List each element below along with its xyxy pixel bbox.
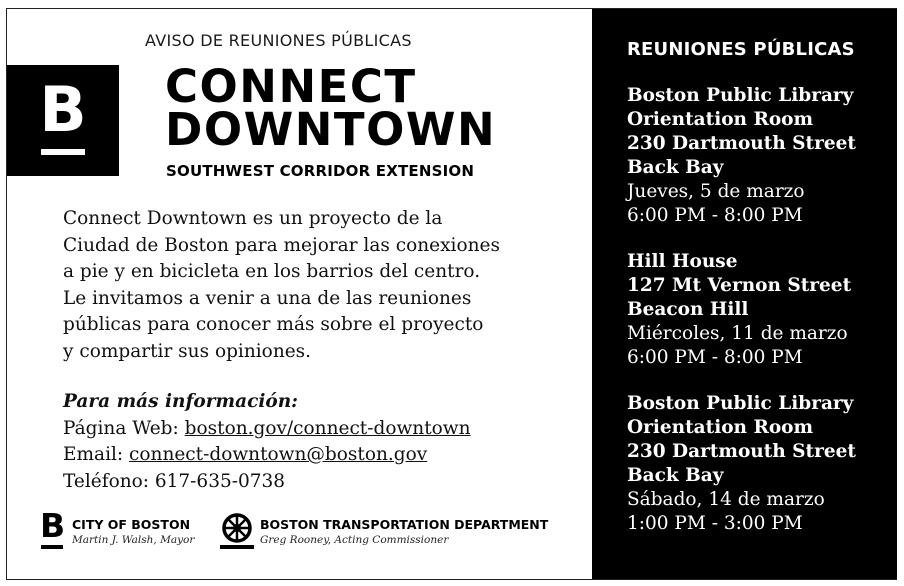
web-row [63, 416, 583, 443]
dept-name: BOSTON TRANSPORTATION DEPARTMENT [260, 517, 549, 532]
meeting-date: Jueves, 5 de marzo [627, 181, 805, 202]
meeting-time: 6:00 PM - 8:00 PM [627, 205, 803, 226]
contact-info [63, 389, 583, 495]
logo-underline [41, 149, 85, 155]
city-mayor: Martin J. Walsh, Mayor [72, 534, 195, 546]
wheel-icon [220, 512, 254, 550]
web-link[interactable]: boston.gov/connect-downtown [184, 417, 471, 439]
description [63, 206, 563, 365]
web-label: Página Web: [63, 417, 185, 439]
email-label: Email: [63, 444, 130, 465]
notice-heading: AVISO DE REUNIONES PÚBLICAS [145, 31, 412, 50]
subtitle: SOUTHWEST CORRIDOR EXTENSION [166, 162, 475, 180]
meeting-neighborhood: Beacon Hill [627, 299, 749, 320]
email-link[interactable]: connect-downtown@boston.gov [129, 444, 428, 465]
description-line: y compartir sus opiniones. [63, 340, 312, 362]
meetings-heading: REUNIONES PÚBLICAS [627, 39, 855, 60]
meeting-item [627, 84, 897, 228]
description-line: Le invitamos a venir a una de las reuniones [63, 287, 472, 309]
email-row [63, 442, 583, 469]
meeting-neighborhood: Back Bay [627, 465, 724, 486]
flyer [6, 8, 897, 580]
meeting-time: 6:00 PM - 8:00 PM [627, 347, 803, 368]
meeting-address: 127 Mt Vernon Street [627, 275, 852, 296]
meeting-venue: Boston Public Library [627, 393, 854, 414]
description-line: Connect Downtown es un proyecto de la [63, 208, 443, 229]
meeting-date: Miércoles, 11 de marzo [627, 323, 848, 344]
meeting-address: 230 Dartmouth Street [627, 441, 856, 462]
info-heading: Para más información: [63, 391, 298, 412]
boston-logo [7, 65, 119, 176]
city-name: CITY OF BOSTON [72, 517, 191, 532]
meeting-item [627, 392, 897, 536]
title-line-1: CONNECT [165, 60, 417, 113]
dept-commissioner: Greg Rooney, Acting Commissioner [260, 534, 449, 546]
left-panel [7, 9, 592, 579]
title-line-2: DOWNTOWN [165, 103, 497, 156]
description-line: públicas para conocer más sobre el proyecto [63, 314, 484, 335]
meeting-room: Orientation Room [627, 109, 814, 130]
meeting-address: 230 Dartmouth Street [627, 133, 856, 154]
meeting-item [627, 250, 897, 370]
city-logo-icon [40, 506, 66, 550]
description-line: a pie y en bicicleta en los barrios del centro. [63, 261, 481, 282]
meeting-venue: Hill House [627, 251, 738, 272]
meeting-venue: Boston Public Library [627, 85, 854, 106]
meeting-date: Sábado, 14 de marzo [627, 489, 825, 510]
dept-org [260, 517, 548, 546]
logo-letter: B [39, 73, 87, 146]
meeting-neighborhood: Back Bay [627, 157, 724, 178]
meeting-time: 1:00 PM - 3:00 PM [627, 513, 803, 534]
city-logo-letter: B [40, 506, 66, 545]
phone-row: Teléfono: 617-635-0738 [63, 470, 286, 492]
page-title [165, 60, 497, 156]
city-org [72, 517, 194, 546]
city-logo-underline [41, 545, 63, 549]
meetings-panel [592, 9, 897, 579]
meeting-room: Orientation Room [627, 417, 814, 438]
description-line: Ciudad de Boston para mejorar las conexiones [63, 234, 500, 256]
footer [40, 506, 585, 552]
